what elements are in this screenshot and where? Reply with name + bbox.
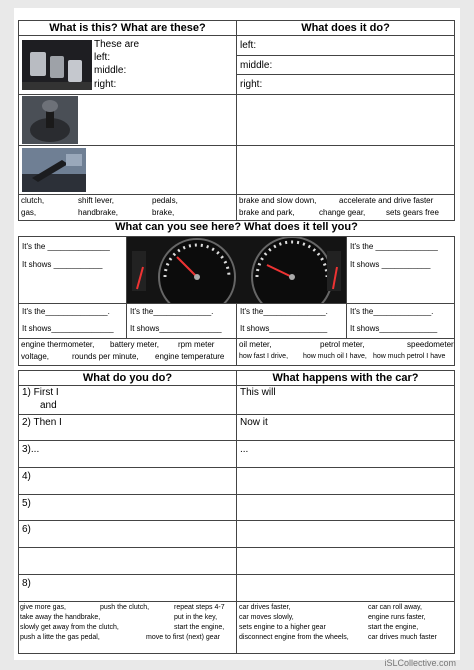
s3-row1-left-and: and xyxy=(40,400,57,411)
dashboard-image xyxy=(127,237,346,303)
s3-vl-2a: take away the handbrake, xyxy=(20,614,101,621)
s3-vr-4a: disconnect engine from the wheels, xyxy=(239,634,349,641)
s3-vr-3b: start the engine, xyxy=(368,624,419,631)
s1-vocab-r2b: change gear, xyxy=(319,208,366,217)
s3-row6-right xyxy=(236,520,455,548)
handbrake-image xyxy=(22,148,86,192)
s3-row8-left-text: 8) xyxy=(22,578,31,589)
handbrake-photo xyxy=(22,148,86,192)
s2-its-the-b2: It's the_____________. xyxy=(130,307,214,316)
s3-row6-left xyxy=(18,520,237,548)
answer-middle-label: middle: xyxy=(240,60,273,71)
s3-vl-1c: repeat steps 4-7 xyxy=(174,604,225,611)
s2-vocab-2b: rounds per minute, xyxy=(72,352,139,361)
s2-it-shows-tr: It shows ___________ xyxy=(350,260,431,269)
s3-vr-4b: car drives much faster xyxy=(368,634,437,641)
s3-row3-right xyxy=(236,440,455,468)
s2-vocab-1f: speedometer xyxy=(407,340,454,349)
s2-it-shows-b2: It shows______________ xyxy=(130,324,222,333)
s2-vocab-1e: petrol meter, xyxy=(320,340,365,349)
worksheet xyxy=(14,8,460,660)
s3-vr-2b: engine runs faster, xyxy=(368,614,426,621)
s2-vocab-1a: engine thermometer, xyxy=(21,340,95,349)
s3-row4-right xyxy=(236,467,455,495)
s1-vocab-l1b: shift lever, xyxy=(78,196,115,205)
s3-row2-right-text: Now it xyxy=(240,417,268,428)
s3-row8-left xyxy=(18,574,237,602)
s2-its-the-b1: It's the______________. xyxy=(22,307,110,316)
s1-vocab-l1c: pedals, xyxy=(152,196,178,205)
s1-vocab-r2c: sets gears free xyxy=(386,208,439,217)
s2-vocab-1b: battery meter, xyxy=(110,340,159,349)
s3-vr-1b: car can roll away, xyxy=(368,604,422,611)
s3-row7-right xyxy=(236,547,455,575)
s3-row3-left xyxy=(18,440,237,468)
s3-row5-left-text: 5) xyxy=(22,498,31,509)
s3-header-left: What do you do? xyxy=(82,372,173,384)
right-label: right: xyxy=(94,79,117,90)
s3-header-right: What happens with the car? xyxy=(272,372,419,384)
s3-vl-1a: give more gas, xyxy=(20,604,66,611)
s3-row3-left-text: 3)... xyxy=(22,444,40,455)
s2-header: What can you see here? What does it tell you? xyxy=(115,221,358,233)
answer-left-label: left: xyxy=(240,40,257,51)
s3-row5-right xyxy=(236,494,455,521)
s1-row2-right xyxy=(236,94,455,146)
s1-header-left: What is this? What are these? xyxy=(49,22,206,34)
s2-vocab-2e: how much oil I have, xyxy=(303,353,367,360)
s1-vocab-r1b: accelerate and drive faster xyxy=(339,196,434,205)
dashboard-photo xyxy=(127,237,346,303)
s3-vl-3b: start the engine, xyxy=(174,624,225,631)
s3-row1-right-text: This will xyxy=(240,387,276,398)
s2-it-shows-b4: It shows_____________ xyxy=(350,324,438,333)
s1-header-right: What does it do? xyxy=(301,22,390,34)
s3-vl-4a: push a litte the gas pedal, xyxy=(20,634,100,641)
s2-it-shows-b3: It shows_____________ xyxy=(240,324,328,333)
s3-vl-1b: push the clutch, xyxy=(100,604,150,611)
s1-vocab-r1a: brake and slow down, xyxy=(239,196,317,205)
s3-row8-right xyxy=(236,574,455,602)
s3-vl-4b: move to first (next) gear xyxy=(146,634,220,641)
s2-its-the-b3: It's the______________. xyxy=(240,307,328,316)
s2-it-shows-tl: It shows ___________ xyxy=(22,260,103,269)
site-watermark: iSLCollective.com xyxy=(384,658,456,668)
s1-vocab-l2b: handbrake, xyxy=(78,208,119,217)
s1-vocab-l2c: brake, xyxy=(152,208,175,217)
s3-vl-2b: put in the key, xyxy=(174,614,218,621)
s2-vocab-2f: how much petrol I have xyxy=(373,353,446,360)
pedals-photo xyxy=(22,40,92,90)
s2-vocab-2a: voltage, xyxy=(21,352,50,361)
s1-vocab-l1a: clutch, xyxy=(21,196,45,205)
s3-row3-right-text: ... xyxy=(240,444,249,455)
s1-vocab-r2a: brake and park, xyxy=(239,208,295,217)
gear-lever-image xyxy=(22,96,78,144)
s2-vocab-1c: rpm meter xyxy=(178,340,215,349)
s2-vocab-2d: how fast I drive, xyxy=(239,353,289,360)
s3-vr-1a: car drives faster, xyxy=(239,604,291,611)
s1-vocab-left-cell xyxy=(18,194,237,221)
left-label: left: xyxy=(94,52,111,63)
pedals-image xyxy=(22,40,92,90)
answer-right-label: right: xyxy=(240,79,263,90)
s3-vr-3a: sets engine to a higher gear xyxy=(239,624,326,631)
s3-row1-left-text: 1) First I xyxy=(22,387,59,398)
s3-row7-left xyxy=(18,547,237,575)
s1-vocab-l2a: gas, xyxy=(21,208,37,217)
gear-lever-photo xyxy=(22,96,78,144)
s2-vocab-2c: engine temperature xyxy=(155,352,225,361)
s3-row2-right xyxy=(236,414,455,441)
s3-row2-left-text: 2) Then I xyxy=(22,417,62,428)
s2-it-shows-b1: It shows______________ xyxy=(22,324,114,333)
s3-row6-left-text: 6) xyxy=(22,524,31,535)
s3-vl-3a: slowly get away from the clutch, xyxy=(20,624,119,631)
s3-vr-2a: car moves slowly, xyxy=(239,614,294,621)
s2-its-the-tl: It's the ______________ xyxy=(22,242,110,251)
s3-row4-left-text: 4) xyxy=(22,471,31,482)
these-are-label: These are xyxy=(94,39,140,50)
s3-row5-left xyxy=(18,494,237,521)
s1-row3-right xyxy=(236,145,455,195)
s2-vocab-1d: oil meter, xyxy=(239,340,272,349)
s3-row4-left xyxy=(18,467,237,495)
middle-label: middle: xyxy=(94,65,127,76)
s2-its-the-b4: It's the_____________. xyxy=(350,307,434,316)
s2-its-the-tr: It's the ______________ xyxy=(350,242,438,251)
